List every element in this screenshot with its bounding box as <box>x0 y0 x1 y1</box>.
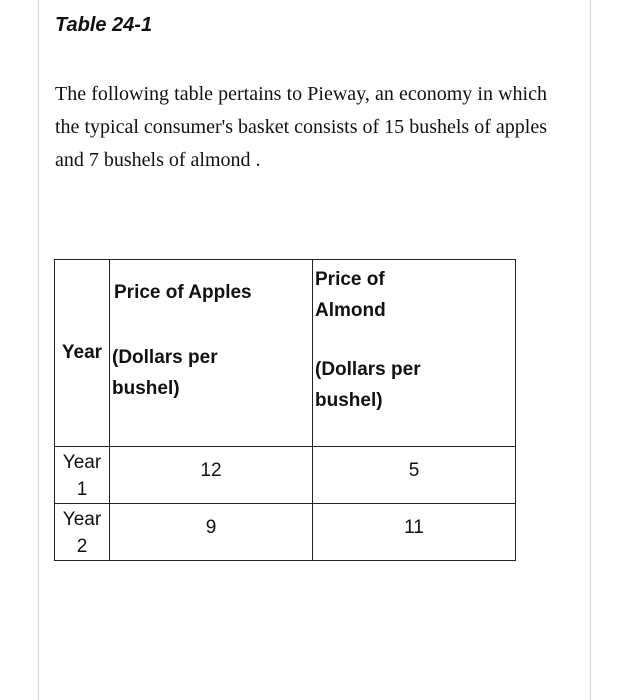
header-almond-unit: (Dollars per bushel) <box>315 359 421 411</box>
row-year-cell: Year 2 <box>55 504 110 561</box>
table-title: Table 24-1 <box>55 14 153 36</box>
price-table <box>54 259 516 561</box>
header-price-apples <box>110 260 313 447</box>
row-apples-cell <box>110 504 313 561</box>
header-apples-title: Price of Apples <box>114 282 252 303</box>
almond-price-value: 5 <box>408 460 420 481</box>
header-price-almond <box>313 260 516 447</box>
table-header-row <box>55 260 516 447</box>
table-row <box>55 447 516 504</box>
row-apples-cell <box>110 447 313 504</box>
row-almond-cell <box>313 504 516 561</box>
apples-price-value: 9 <box>205 517 217 538</box>
header-almond-title: Price of Almond <box>315 269 386 321</box>
header-year: Year <box>55 260 110 447</box>
table-row <box>55 504 516 561</box>
page-border-left <box>38 0 39 700</box>
intro-paragraph: The following table pertains to Pieway, an economy in which the typical consumer's basket consists of 15 bushels of apples and 7 bushels of almond . <box>55 83 547 171</box>
row-almond-cell <box>313 447 516 504</box>
row-year-cell: Year 1 <box>55 447 110 504</box>
almond-price-value: 11 <box>404 517 424 538</box>
page-border-right <box>590 0 591 700</box>
apples-price-value: 12 <box>200 460 222 481</box>
header-apples-unit: (Dollars per bushel) <box>112 347 218 399</box>
